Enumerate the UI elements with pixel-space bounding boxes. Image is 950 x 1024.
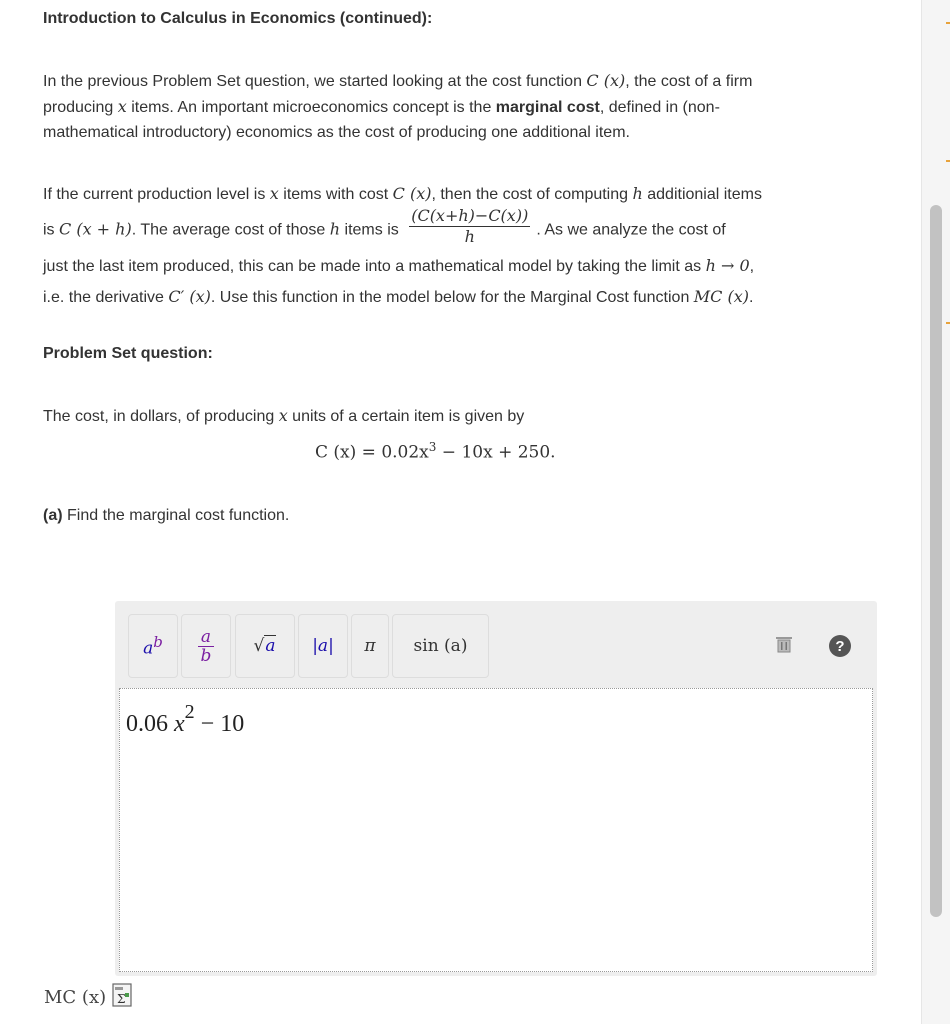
equation-editor-icon[interactable] bbox=[112, 983, 132, 1012]
pi-button[interactable]: π bbox=[351, 614, 389, 678]
exponent-button[interactable]: $a^b$ bbox=[128, 614, 178, 678]
trash-icon bbox=[774, 634, 794, 659]
answer-expression: 0.06 $x^2 - 10$ bbox=[126, 701, 245, 737]
edge-marker bbox=[946, 22, 950, 24]
scrollbar-thumb[interactable] bbox=[930, 205, 942, 917]
fraction-button[interactable]: a b bbox=[181, 614, 231, 678]
part-a-prompt: (a) Find the marginal cost function. bbox=[43, 507, 290, 524]
sin-button[interactable]: sin (a) bbox=[392, 614, 489, 678]
answer-label: MC (x) bbox=[44, 987, 107, 1008]
problem-heading: Problem Set question: bbox=[43, 345, 213, 362]
edge-marker bbox=[946, 322, 950, 324]
absolute-value-button[interactable]: |a| bbox=[298, 614, 348, 678]
svg-text:Σ: Σ bbox=[117, 992, 126, 1006]
intro-paragraph-2: If the current production level is x items with cost C (x), then the cost of computing h additionial items is C (x + h). The average cost of those h items is $\frac{(C(x+h)-C(x))}{h}$ . As we analyze the cost of just the last item produced, this can be made into a mathematical model by taking the limit as h → 0, i.e. the derivative C′ (x). Use this function in the model below for the Marginal Cost function MC (x). bbox=[43, 184, 762, 306]
answer-label-row bbox=[44, 983, 132, 1012]
help-icon: ? bbox=[829, 635, 851, 657]
marginal-cost-term: marginal cost bbox=[495, 99, 600, 116]
answer-input-area[interactable] bbox=[119, 688, 873, 972]
intro-paragraph-1: In the previous Problem Set question, we started looking at the cost function C (x), the cost of a firm producing x items. An important microeconomics concept is the marginal cost, defined in (non- mathematical introductory) economics as the cost of producing one additional item. bbox=[43, 71, 753, 141]
help-button[interactable] bbox=[820, 614, 860, 678]
sqrt-button[interactable]: √a bbox=[235, 614, 295, 678]
cost-equation: C $(x) = 0.02x^3 - 10x + 250$. bbox=[315, 440, 556, 463]
math-editor bbox=[115, 601, 877, 976]
edge-marker bbox=[946, 160, 950, 162]
math-toolbar bbox=[115, 601, 877, 686]
intro-heading: Introduction to Calculus in Economics (continued): bbox=[43, 10, 433, 27]
problem-text: The cost, in dollars, of producing x units of a certain item is given by bbox=[43, 406, 525, 425]
average-cost-fraction: $\frac{(C(x+h)-C(x))}{h}$ bbox=[411, 206, 529, 246]
clear-button[interactable] bbox=[765, 614, 803, 678]
